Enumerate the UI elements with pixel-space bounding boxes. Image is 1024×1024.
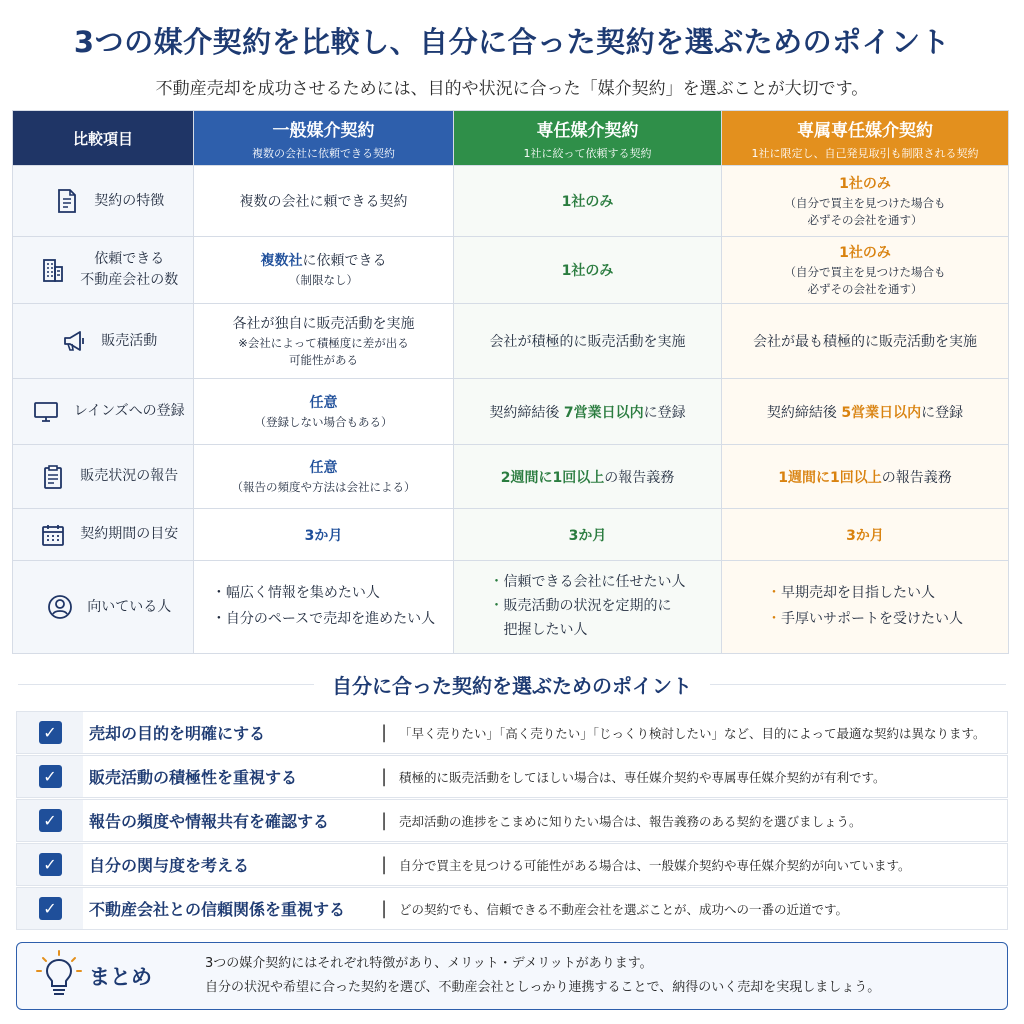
table-row bbox=[13, 561, 1009, 654]
point-heading: 売却の目的を明確にする bbox=[89, 724, 266, 743]
cell-text: 契約締結後 bbox=[489, 404, 564, 421]
check-cell bbox=[17, 756, 83, 797]
cell-highlight: 2週間に1回以上 bbox=[500, 469, 605, 486]
separator: | bbox=[380, 810, 388, 831]
header-dedicated-name: 専属専任媒介契約 bbox=[797, 120, 933, 141]
point-text: 売却活動の進捗をこまめに知りたい場合は、報告義務のある契約を選びましょう。 bbox=[399, 813, 862, 829]
header-dedicated bbox=[722, 111, 1009, 166]
point-row bbox=[16, 799, 1008, 842]
cell-dedicated-sales: 会社が最も積極的に販売活動を実施 bbox=[722, 304, 1009, 379]
checkbox-icon: ✓ bbox=[39, 809, 62, 832]
monitor-icon bbox=[33, 399, 59, 425]
row-label-period bbox=[13, 509, 194, 561]
document-icon bbox=[54, 188, 80, 214]
cell-note: （自分で買主を見つけた場合も bbox=[784, 195, 946, 210]
point-text: 「早く売りたい」「高く売りたい」「じっくり検討したい」など、目的によって最適な契約は異なります。 bbox=[399, 725, 986, 741]
cell-exclusive-period: 3か月 bbox=[454, 509, 722, 561]
summary-line: 3つの媒介契約にはそれぞれ特徴があり、メリット・デメリットがあります。 bbox=[205, 955, 653, 971]
checkbox-icon: ✓ bbox=[39, 765, 62, 788]
table-row bbox=[13, 379, 1009, 445]
cell-text: に登録 bbox=[921, 404, 964, 421]
cell-highlight: 複数社 bbox=[260, 253, 303, 270]
cell-note: 可能性がある bbox=[289, 353, 358, 367]
cell-main: 1社のみ bbox=[839, 175, 891, 192]
point-heading: 不動産会社との信頼関係を重視する bbox=[89, 900, 346, 919]
point-row bbox=[16, 887, 1008, 930]
table-row bbox=[13, 166, 1009, 237]
row-label-text: 契約の特徴 bbox=[94, 192, 165, 209]
cell-exclusive-report bbox=[454, 445, 722, 509]
point-text: 積極的に販売活動をしてほしい場合は、専任媒介契約や専属専任媒介契約が有利です。 bbox=[399, 769, 886, 785]
cell-note: （登録しない場合もある） bbox=[254, 414, 393, 429]
list-item: ・ 自分のペースで売却を進めたい人 bbox=[212, 607, 435, 633]
summary-line: 自分の状況や希望に合った契約を選び、不動産会社としっかり連携することで、納得のいく売却を実現しましょう。 bbox=[205, 980, 881, 995]
table-row bbox=[13, 304, 1009, 379]
person-icon bbox=[47, 594, 73, 620]
points-heading bbox=[0, 670, 1024, 699]
cell-exclusive-sales: 会社が積極的に販売活動を実施 bbox=[454, 304, 722, 379]
cell-general-feature: 複数の会社に頼できる契約 bbox=[194, 166, 454, 237]
row-label-reins bbox=[13, 379, 194, 445]
table-row bbox=[13, 509, 1009, 561]
cell-general-report bbox=[194, 445, 454, 509]
point-row bbox=[16, 711, 1008, 754]
cell-note: （自分で買主を見つけた場合も bbox=[784, 264, 946, 279]
checkbox-icon: ✓ bbox=[39, 853, 62, 876]
summary-box bbox=[16, 942, 1008, 1010]
checkbox-icon: ✓ bbox=[39, 721, 62, 744]
point-row bbox=[16, 755, 1008, 798]
row-label-count bbox=[13, 237, 194, 304]
lightbulb-icon bbox=[29, 946, 89, 1006]
summary-text bbox=[205, 952, 880, 1000]
header-item: 比較項目 bbox=[13, 111, 194, 166]
table-row bbox=[13, 445, 1009, 509]
page-title: 3つの媒介契約を比較し、自分に合った契約を選ぶためのポイント bbox=[73, 25, 951, 59]
cell-highlight: 7営業日以内 bbox=[563, 404, 644, 421]
header-general bbox=[194, 111, 454, 166]
cell-general-sales bbox=[194, 304, 454, 379]
row-label-text: 販売活動 bbox=[101, 332, 158, 349]
cell-note: （制限なし） bbox=[289, 273, 358, 288]
cell-general-suited bbox=[194, 561, 454, 654]
cell-general-count bbox=[194, 237, 454, 304]
cell-main: 1社のみ bbox=[839, 244, 891, 261]
clipboard-icon bbox=[40, 464, 66, 490]
bullet-list bbox=[490, 571, 686, 642]
row-label-feature bbox=[13, 166, 194, 237]
cell-highlight: 1週間に1回以上 bbox=[778, 469, 882, 486]
list-item: ・ 早期売却を目指したい人 bbox=[767, 581, 963, 607]
checkbox-icon: ✓ bbox=[39, 897, 62, 920]
cell-note: 必ずその会社を通す） bbox=[807, 282, 923, 296]
cell-text: 契約締結後 bbox=[766, 404, 842, 421]
check-cell bbox=[17, 888, 83, 929]
table-row bbox=[13, 237, 1009, 304]
point-text: 自分で買主を見つける可能性がある場合は、一般媒介契約や専任媒介契約が向いています。 bbox=[399, 857, 911, 873]
points-heading-text: 自分に合った契約を選ぶためのポイント bbox=[314, 674, 710, 698]
cell-dedicated-report bbox=[722, 445, 1009, 509]
point-text: どの契約でも、信頼できる不動産会社を選ぶことが、成功への一番の近道です。 bbox=[399, 901, 849, 917]
row-label-line: 依頼できる bbox=[94, 251, 165, 267]
cell-note: ※会社によって積極度に差が出る bbox=[238, 335, 409, 350]
point-heading: 報告の頻度や情報共有を確認する bbox=[89, 812, 330, 831]
cell-note: 必ずその会社を通す） bbox=[807, 213, 923, 227]
check-cell bbox=[17, 844, 83, 885]
row-label-report bbox=[13, 445, 194, 509]
calendar-icon bbox=[40, 522, 66, 548]
row-label-text bbox=[80, 249, 178, 291]
cell-general-reins bbox=[194, 379, 454, 445]
summary-heading: まとめ bbox=[89, 965, 152, 989]
cell-text: の報告義務 bbox=[881, 469, 952, 486]
row-label-sales bbox=[13, 304, 194, 379]
separator: | bbox=[380, 766, 388, 787]
cell-highlight: 任意 bbox=[309, 394, 338, 411]
cell-dedicated-count bbox=[722, 237, 1009, 304]
cell-exclusive-count: 1社のみ bbox=[454, 237, 722, 304]
comparison-table bbox=[12, 110, 1009, 654]
cell-dedicated-suited bbox=[722, 561, 1009, 654]
point-row bbox=[16, 843, 1008, 886]
table-header-row bbox=[13, 111, 1009, 166]
cell-highlight: 5営業日以内 bbox=[841, 404, 922, 421]
points-list bbox=[16, 711, 1008, 931]
cell-dedicated-period: 3か月 bbox=[722, 509, 1009, 561]
header-exclusive-desc: 1社に絞って依頼する契約 bbox=[523, 146, 652, 160]
cell-exclusive-reins bbox=[454, 379, 722, 445]
header-exclusive bbox=[454, 111, 722, 166]
separator: | bbox=[380, 898, 388, 919]
cell-text: の報告義務 bbox=[604, 469, 675, 486]
cell-text: に依頼できる bbox=[302, 253, 387, 270]
list-item: ・ 幅広く情報を集めたい人 bbox=[212, 581, 435, 607]
page-subtitle: 不動産売却を成功させるためには、目的や状況に合った「媒介契約」を選ぶことが大切です。 bbox=[155, 79, 869, 99]
point-heading: 自分の関与度を考える bbox=[89, 856, 250, 875]
check-cell bbox=[17, 800, 83, 841]
row-label-suited bbox=[13, 561, 194, 654]
megaphone-icon bbox=[61, 328, 87, 354]
cell-exclusive-suited bbox=[454, 561, 722, 654]
header-dedicated-desc: 1社に限定し、自己発見取引も制限される契約 bbox=[751, 146, 979, 160]
row-label-text: レインズへの登録 bbox=[73, 403, 185, 419]
list-item: 把握したい人 bbox=[503, 621, 588, 638]
cell-text: 各社が独自に販売活動を実施 bbox=[232, 315, 415, 332]
cell-highlight: 任意 bbox=[309, 459, 338, 476]
cell-text: に登録 bbox=[643, 404, 686, 421]
list-item: ・ 販売活動の状況を定期的に bbox=[490, 595, 686, 619]
cell-note: （報告の頻度や方法は会社による） bbox=[231, 479, 416, 494]
header-general-name: 一般媒介契約 bbox=[272, 120, 375, 141]
cell-dedicated-reins bbox=[722, 379, 1009, 445]
bullet-list bbox=[212, 581, 435, 633]
point-heading: 販売活動の積極性を重視する bbox=[89, 768, 298, 787]
check-cell bbox=[17, 712, 83, 753]
bullet-list bbox=[767, 581, 963, 633]
cell-dedicated-feature bbox=[722, 166, 1009, 237]
cell-general-period: 3か月 bbox=[194, 509, 454, 561]
header-exclusive-name: 専任媒介契約 bbox=[536, 120, 639, 141]
row-label-line: 不動産会社の数 bbox=[80, 272, 179, 288]
list-item: ・ 信頼できる会社に任せたい人 bbox=[490, 571, 686, 595]
separator: | bbox=[380, 722, 388, 743]
cell-exclusive-feature: 1社のみ bbox=[454, 166, 722, 237]
separator: | bbox=[380, 854, 388, 875]
row-label-text: 向いている人 bbox=[87, 598, 172, 615]
row-label-text: 販売状況の報告 bbox=[80, 468, 179, 484]
header-general-desc: 複数の会社に依頼できる契約 bbox=[252, 146, 395, 160]
row-label-text: 契約期間の目安 bbox=[80, 526, 179, 542]
building-icon bbox=[40, 257, 66, 283]
list-item: ・ 手厚いサポートを受けたい人 bbox=[767, 607, 963, 633]
